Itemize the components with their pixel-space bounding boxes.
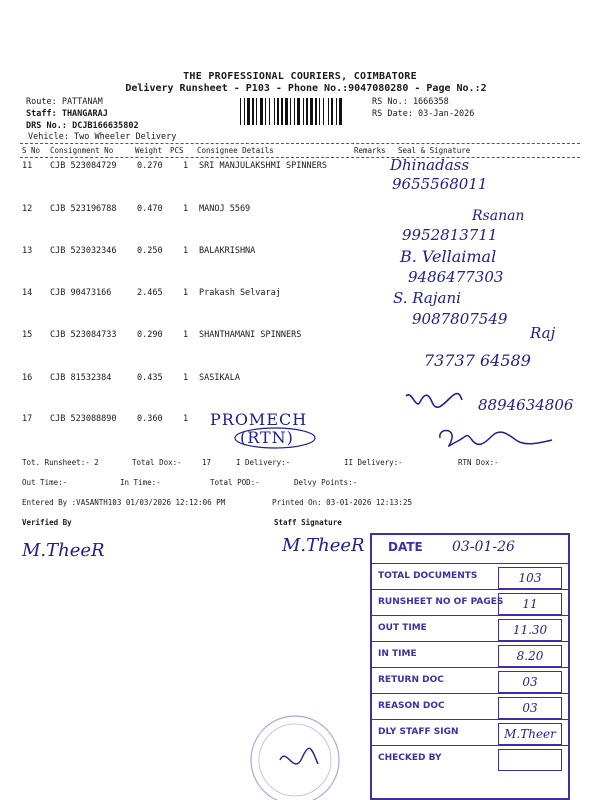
document-title: THE PROFESSIONAL COURIERS, COIMBATORE: [183, 71, 417, 82]
printed-on: Printed On: 03-01-2026 12:13:25: [272, 498, 412, 507]
stamp-row-value: 103: [498, 567, 562, 589]
stamp-row-label: RUNSHEET NO OF PAGES: [378, 597, 504, 607]
stamp-row-total-documents: [372, 563, 568, 589]
col-header-remarks: Remarks: [354, 146, 386, 155]
row-sno: 12: [22, 204, 33, 214]
total-pod: Total POD:-: [210, 478, 260, 487]
row-sno: 17: [22, 414, 33, 424]
stamp-row-label: OUT TIME: [378, 623, 427, 633]
row-consignee: Prakash Selvaraj: [199, 288, 281, 298]
handwritten-signature-6: [402, 388, 464, 414]
verified-by-label: Verified By: [22, 518, 72, 527]
stamp-row-value: 03: [498, 697, 562, 719]
stamp-row-blank: [372, 771, 568, 797]
drs-number-label: DRS No.:: [26, 121, 67, 131]
stamp-row-value: 8.20: [498, 645, 562, 667]
row-consignee: BALAKRISHNA: [199, 246, 256, 256]
handwritten-rtn: (RTN): [240, 428, 294, 447]
stamp-row-label: CHECKED BY: [378, 753, 442, 763]
header-divider-bottom: [20, 157, 580, 158]
stamp-row-staff-sign: [372, 719, 568, 745]
header-divider-top: [20, 143, 580, 144]
staff-label: Staff: THANGARAJ: [26, 109, 108, 119]
total-runsheet: Tot. Runsheet:- 2: [22, 458, 99, 467]
drs-number: [26, 121, 139, 131]
delvy-points: Delvy Points:-: [294, 478, 358, 487]
handwritten-phone-1: 9655568011: [392, 175, 488, 193]
stamp-row-label: DLY STAFF SIGN: [378, 727, 459, 737]
stamp-row-reason-doc: [372, 693, 568, 719]
stamp-date-label: DATE: [388, 540, 423, 554]
stamp-date-value: 03-01-26: [452, 539, 515, 555]
row-sno: 14: [22, 288, 33, 298]
row-weight: 0.290: [137, 330, 163, 340]
staff-signature: M.TheeR: [282, 535, 365, 556]
runsheet-subtitle: Delivery Runsheet - P103 - Phone No.:9047080280 - Page No.:2: [125, 83, 487, 94]
verified-by-signature: M.TheeR: [22, 540, 105, 561]
stamp-row-in-time: [372, 641, 568, 667]
handwritten-name-5: Raj: [530, 324, 556, 342]
stamp-row-label: REASON DOC: [378, 701, 445, 711]
row-pcs: 1: [183, 330, 189, 340]
row-weight: 0.470: [137, 204, 163, 214]
in-time: In Time:-: [120, 478, 161, 487]
ii-delivery: II Delivery:-: [344, 458, 403, 467]
row-pcs: 1: [183, 373, 189, 383]
stamp-row-value: 11.30: [498, 619, 562, 641]
row-weight: 0.270: [137, 161, 163, 171]
handwritten-phone-2: 9952813711: [402, 226, 498, 244]
row-pcs: 1: [183, 246, 189, 256]
row-consignment: CJB 523032346: [50, 246, 117, 256]
rs-date: RS Date: 03-Jan-2026: [372, 109, 475, 119]
row-consignment: CJB 90473166: [50, 288, 112, 298]
row-sno: 15: [22, 330, 33, 340]
entered-by: Entered By :VASANTH103 01/03/2026 12:12:06 PM: [22, 498, 226, 507]
handwritten-promech: PROMECH: [210, 410, 308, 429]
row-consignee: SHANTHAMANI SPINNERS: [199, 330, 302, 340]
route-label: Route: PATTANAM: [26, 97, 103, 107]
handwritten-name-3: B. Vellaimal: [400, 247, 497, 266]
handwritten-phone-6: 8894634806: [478, 396, 574, 414]
rtn-dox: RTN Dox:-: [458, 458, 499, 467]
col-header-sno: S No: [22, 146, 41, 155]
row-pcs: 1: [183, 161, 189, 171]
handwritten-phone-3: 9486477303: [408, 268, 504, 286]
row-sno: 11: [22, 161, 33, 171]
handwritten-phone-5: 73737 64589: [424, 351, 531, 370]
stamp-row-value: [498, 749, 562, 771]
stamp-row-label: IN TIME: [378, 649, 417, 659]
out-time: Out Time:-: [22, 478, 68, 487]
row-sno: 13: [22, 246, 33, 256]
row-weight: 0.250: [137, 246, 163, 256]
stamp-row-value: M.Theer: [498, 723, 562, 745]
vehicle-label: Vehicle: Two Wheeler Delivery: [28, 132, 177, 142]
row-consignee: MANOJ 5569: [199, 204, 251, 214]
row-consignee: SRI MANJULAKSHMI SPINNERS: [199, 161, 327, 171]
stamp-row-value: 03: [498, 671, 562, 693]
drs-number-value: DCJB166635802: [72, 121, 139, 131]
stamp-row-out-time: [372, 615, 568, 641]
total-dox: Total Dox:-: [132, 458, 182, 467]
row-consignee: SASIKALA: [199, 373, 240, 383]
row-consignment: CJB 81532384: [50, 373, 112, 383]
row-sno: 16: [22, 373, 33, 383]
handwritten-name-2: Rsanan: [472, 208, 525, 224]
stamp-row-label: RETURN DOC: [378, 675, 444, 685]
row-consignment: CJB 523196788: [50, 204, 117, 214]
col-header-pcs: PCS: [170, 146, 184, 155]
i-delivery: I Delivery:-: [236, 458, 291, 467]
stamp-row-return-doc: [372, 667, 568, 693]
rtn-circle-mark: [232, 426, 318, 450]
staff-signature-label: Staff Signature: [274, 518, 342, 527]
total-dox-value: 17: [202, 458, 212, 467]
col-header-consignment: Consignment No: [50, 146, 114, 155]
row-consignment: CJB 523084733: [50, 330, 117, 340]
round-seal-stamp: [240, 700, 350, 800]
stamp-row-checked-by: [372, 745, 568, 771]
rs-number: RS No.: 1666358: [372, 97, 449, 107]
handwritten-name-4: S. Rajani: [393, 289, 461, 307]
col-header-seal-signature: Seal & Signature: [398, 146, 471, 155]
stamp-row-runsheet-pages: [372, 589, 568, 615]
col-header-weight: Weight: [135, 146, 163, 155]
row-consignment: CJB 523084729: [50, 161, 117, 171]
delivery-stamp: [370, 533, 570, 800]
row-pcs: 1: [183, 288, 189, 298]
barcode: [240, 98, 366, 125]
stamp-row-label: TOTAL DOCUMENTS: [378, 571, 478, 581]
row-weight: 2.465: [137, 288, 163, 298]
row-pcs: 1: [183, 414, 189, 424]
row-consignment: CJB 523088890: [50, 414, 117, 424]
stamp-row-value: 11: [498, 593, 562, 615]
row-weight: 0.435: [137, 373, 163, 383]
handwritten-signature-7: [436, 424, 556, 450]
handwritten-phone-4: 9087807549: [412, 310, 508, 328]
row-weight: 0.360: [137, 414, 163, 424]
handwritten-name-1: Dhinadass: [390, 156, 470, 174]
row-pcs: 1: [183, 204, 189, 214]
col-header-consignee: Consignee Details: [197, 146, 274, 155]
